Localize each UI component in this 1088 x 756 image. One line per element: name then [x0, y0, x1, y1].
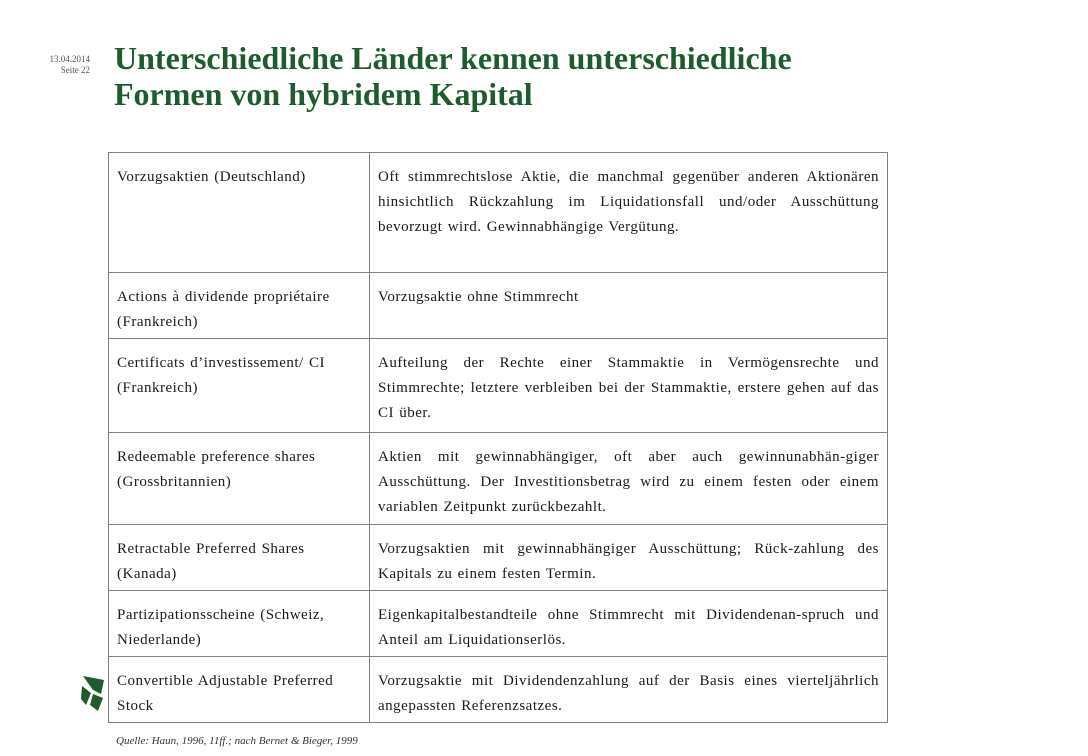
slide-title — [114, 40, 1054, 112]
row-description: Aktien mit gewinnabhängiger, oft aber auch gewinnunabhän-giger Ausschüttung. Der Investitionsbetrag wird zu einem festen oder einem variablen Zeitpunkt zurückbezahlt. — [370, 433, 888, 525]
table-row — [109, 153, 888, 273]
row-term: Redeemable preference shares (Grossbritannien) — [109, 433, 370, 525]
table-row — [109, 657, 888, 723]
table-row — [109, 525, 888, 591]
slide-meta — [20, 54, 90, 76]
row-term: Vorzugsaktien (Deutschland) — [109, 153, 370, 273]
row-description: Oft stimmrechtslose Aktie, die manchmal gegenüber anderen Aktionären hinsichtlich Rückzahlung im Liquidationsfall und/oder Ausschüttung bevorzugt wird. Gewinnabhängige Vergütung. — [370, 153, 888, 273]
slide-title-line2: Formen von hybridem Kapital — [114, 76, 533, 112]
slide-page-number: Seite 22 — [60, 65, 90, 75]
row-description: Aufteilung der Rechte einer Stammaktie in Vermögensrechte und Stimmrechte; letztere verbleiben bei der Stammaktie, erstere gehen auf das CI über. — [370, 339, 888, 433]
row-term: Certificats d’investissement/ CI (Frankreich) — [109, 339, 370, 433]
row-term: Actions à dividende propriétaire (Frankreich) — [109, 273, 370, 339]
row-description: Vorzugsaktie ohne Stimmrecht — [370, 273, 888, 339]
row-description: Vorzugsaktien mit gewinnabhängiger Ausschüttung; Rück-zahlung des Kapitals zu einem festen Termin. — [370, 525, 888, 591]
table-row — [109, 591, 888, 657]
row-term: Convertible Adjustable Preferred Stock — [109, 657, 370, 723]
row-term: Retractable Preferred Shares (Kanada) — [109, 525, 370, 591]
row-description: Eigenkapitalbestandteile ohne Stimmrecht mit Dividendenan-spruch und Anteil am Liquidationserlös. — [370, 591, 888, 657]
slide-title-line1: Unterschiedliche Länder kennen unterschiedliche — [114, 40, 792, 76]
hybrid-capital-table — [108, 152, 888, 723]
table-row — [109, 273, 888, 339]
table-row — [109, 339, 888, 433]
row-description: Vorzugsaktie mit Dividendenzahlung auf der Basis eines vierteljährlich angepassten Referenzsatzes. — [370, 657, 888, 723]
source-citation: Quelle: Haun, 1996, 11ff.; nach Bernet & Bieger, 1999 — [116, 735, 358, 747]
table-row — [109, 433, 888, 525]
slide-date: 13.04.2014 — [49, 54, 90, 64]
green-leaf-logo-icon — [80, 674, 106, 712]
row-term: Partizipationsscheine (Schweiz, Niederlande) — [109, 591, 370, 657]
